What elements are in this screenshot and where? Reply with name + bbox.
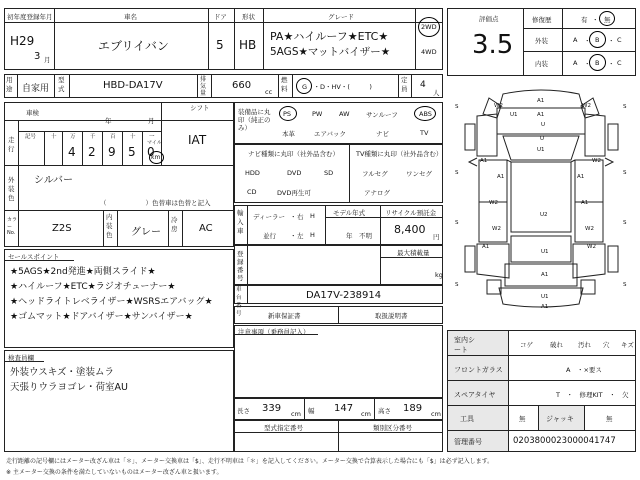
spare-tire-label: スペアタイヤ	[454, 391, 496, 399]
usage-label: 用途	[6, 76, 13, 93]
tools-value: 無	[519, 415, 526, 423]
month-unit: 月	[44, 56, 51, 64]
inspection-label: 車検	[26, 109, 39, 117]
windshield-label: フロントガラス	[454, 366, 503, 374]
digit-header-ten-man: 十	[51, 134, 57, 140]
damage-mark: U1	[541, 249, 549, 255]
length: 339	[262, 403, 282, 414]
damage-mark: A1	[577, 174, 585, 180]
repair-yes: 有	[581, 16, 588, 24]
equipment-leather: 本革	[282, 130, 295, 138]
damage-mark: U2	[540, 212, 548, 218]
exterior-color: シルバー	[34, 175, 74, 186]
type-no-label: 型式指定番号	[264, 424, 303, 432]
inspector-notes-label: 検査員欄	[8, 354, 34, 362]
exterior-grade-label: 外装	[535, 37, 548, 45]
import-dealer: ディーラー	[253, 213, 285, 221]
score-label: 評価点	[479, 15, 499, 23]
model-year-label: モデル年式	[333, 209, 366, 217]
inspection-month-unit: 月	[148, 117, 155, 125]
interior-grade-label: 内装	[535, 60, 548, 68]
body-label: 形状	[242, 13, 255, 21]
km-label: km	[151, 154, 161, 161]
jack-value: 無	[606, 415, 613, 423]
damage-mark: A1	[541, 272, 549, 278]
interior-grade-c: C	[617, 59, 622, 67]
exterior-color-label: 外装色	[8, 176, 15, 202]
displacement-label: 排気量	[200, 76, 207, 97]
tv-type-label: TV種類に丸印（社外品含む）	[356, 150, 443, 158]
notes-label: 注意事項（乗務員記入）	[238, 328, 310, 336]
equipment-ps: PS	[283, 110, 292, 118]
body-type: HB	[239, 38, 257, 52]
exterior-grade-b: B	[595, 36, 600, 44]
digit-header-hyaku: 百	[110, 134, 116, 140]
import-label: 輸入車	[237, 209, 244, 235]
damage-mark: U	[541, 122, 546, 128]
side-label: S	[455, 104, 459, 110]
tv-fullseg: フルセグ	[362, 170, 388, 178]
drive-4wd: 4WD	[421, 48, 437, 56]
spare-tire-value: T ・ 修理KIT ・ 欠	[556, 391, 629, 399]
doors: 5	[216, 38, 224, 52]
sales-point-line: ★ヘッドライトレベライザー★WSRSエアバッグ★	[10, 297, 213, 307]
width-cm: cm	[361, 410, 371, 418]
nav-dvd-play: DVD再生可	[277, 189, 311, 197]
ac: AC	[199, 223, 213, 234]
side-label: S	[623, 282, 627, 288]
mileage-digit: 0	[147, 145, 155, 159]
import-right: 右	[297, 213, 304, 221]
interior-color-label: 内装色	[106, 213, 113, 239]
damage-mark: A1	[541, 304, 549, 310]
side-label: S	[623, 104, 627, 110]
damage-mark: W2	[592, 158, 601, 164]
height-cm: cm	[431, 410, 441, 418]
width-label: 幅	[308, 407, 315, 415]
windshield-value: A ・×要ス	[566, 366, 602, 374]
height: 189	[403, 403, 423, 414]
max-load-label: 最大積載量	[397, 249, 430, 257]
recycle-yen: 円	[433, 233, 440, 241]
width: 147	[334, 403, 354, 414]
seat-item-yogore: 汚れ	[578, 341, 591, 349]
digit-header-sign: 記号	[25, 134, 37, 140]
interior-grade-b: B	[595, 59, 600, 67]
reg-month: 3	[34, 51, 41, 62]
sales-points-label: セールスポイント	[8, 253, 60, 261]
ac-label: 冷房	[171, 216, 178, 233]
exterior-grade-c: C	[617, 36, 622, 44]
car-name-label: 車名	[124, 13, 137, 21]
fuel-circle	[296, 78, 312, 94]
grade-label: グレード	[328, 13, 354, 21]
digit-header-man: 万	[70, 134, 76, 140]
damage-mark: U	[540, 136, 545, 142]
sales-point-line: ★ゴムマット★ドアバイザー★サンバイザー★	[10, 312, 193, 322]
usage: 自家用	[22, 84, 50, 94]
damage-mark: A1	[480, 158, 488, 164]
equipment-airbag: エアバック	[314, 130, 346, 138]
nav-cd: CD	[247, 188, 257, 196]
interior-color: グレー	[131, 227, 161, 238]
mileage-digit: 5	[128, 145, 136, 159]
side-label: S	[623, 220, 627, 226]
equipment-sunroof: サンルーフ	[366, 111, 398, 119]
warranty-label: 新車保証書	[268, 312, 301, 320]
color-no: Z2S	[52, 223, 72, 234]
damage-mark: U1	[510, 112, 518, 118]
equipment-label: 装備品に丸印（純正のみ）	[238, 108, 271, 132]
capacity-label: 定員	[401, 76, 408, 93]
nav-type-label: ナビ種類に丸印（社外品含む）	[248, 150, 339, 158]
manual-label: 取扱説明書	[375, 312, 408, 320]
nav-dvd: DVD	[287, 169, 302, 177]
damage-mark: A1	[537, 112, 545, 118]
damage-mark: A1	[482, 244, 490, 250]
mileage-digit: 4	[68, 145, 76, 159]
damage-mark: W2	[489, 200, 498, 206]
exterior-color-note: （ ）色替車は色替と記入	[100, 199, 211, 207]
jack-label: ジャッキ	[546, 415, 574, 423]
interior-grade-a: A	[573, 59, 578, 67]
tv-analog: アナログ	[364, 189, 390, 197]
door-label: ドア	[214, 13, 227, 21]
import-h1: H	[310, 212, 315, 220]
mgmt-no: 0203800023000041747	[513, 436, 616, 446]
equipment-navi: ナビ	[376, 130, 389, 138]
import-h2: H	[310, 231, 315, 239]
repair-no: 無	[604, 16, 611, 24]
tv-oneseg: ワンセグ	[406, 170, 432, 178]
class-no-label: 類別区分番号	[373, 424, 412, 432]
side-label: S	[455, 170, 459, 176]
model-year: 年 不明	[346, 232, 372, 240]
inspector-note-line: 天張りウラヨゴレ・荷室AU	[10, 382, 128, 393]
damage-mark: U1	[537, 147, 545, 153]
fuel-options: G ・D・HV・( )	[302, 83, 372, 91]
exterior-grade-a: A	[573, 36, 578, 44]
person-unit: 人	[433, 89, 440, 97]
chassis-no: DA17V-238914	[306, 290, 382, 301]
seat-item-kizu: キズ	[621, 341, 634, 349]
damage-mark: U1	[541, 294, 549, 300]
mileage-digit: 9	[108, 145, 116, 159]
height-label: 高さ	[378, 407, 391, 415]
drive-2wd: 2WD	[421, 23, 437, 31]
damage-mark: W2	[587, 244, 596, 250]
import-left: 左	[297, 232, 304, 240]
mileage-digit: 2	[88, 145, 96, 159]
reg-year: H29	[10, 34, 35, 48]
mgmt-no-label: 管理番号	[454, 438, 482, 446]
fuel-label: 燃料	[281, 76, 288, 93]
recycle-label: リサイクル預託金	[385, 209, 437, 217]
damage-mark: A1	[537, 98, 545, 104]
length-label: 長さ	[237, 407, 250, 415]
sales-point-line: ★5AGS★2nd発進★両側スライド★	[10, 267, 156, 277]
seat-item-koge: コゲ	[520, 341, 533, 349]
damage-mark: W2	[582, 103, 591, 109]
damage-mark: W2	[585, 226, 594, 232]
cc-unit: cc	[265, 88, 273, 96]
inspection-year-unit: 年	[105, 117, 112, 125]
damage-mark: W2	[494, 103, 503, 109]
digit-header-ichi: 一	[149, 134, 155, 140]
inspector-note-line: 外装ウスキズ・塗装ムラ	[10, 367, 115, 378]
capacity: 4	[420, 80, 426, 90]
chassis-label: 車台番号	[236, 287, 242, 317]
damage-mark: W2	[492, 226, 501, 232]
digit-header-sen: 千	[90, 134, 96, 140]
displacement: 660	[232, 80, 252, 91]
model: HBD-DA17V	[103, 80, 163, 91]
equipment-abs: ABS	[419, 110, 432, 118]
shift: IAT	[188, 133, 207, 147]
damage-mark: A1	[581, 200, 589, 206]
equipment-pw: PW	[312, 110, 323, 118]
equipment-aw: AW	[339, 110, 350, 118]
reg-no-label: 登録番号	[237, 250, 244, 282]
max-load-kg: kg	[435, 271, 443, 279]
grade-line2: 5AGS★マットバイザー★	[270, 46, 391, 58]
side-label: S	[623, 170, 627, 176]
nav-hdd: HDD	[245, 169, 260, 177]
score: 3.5	[472, 30, 514, 60]
tools-label: 工具	[460, 415, 474, 423]
import-parallel: 並行	[263, 232, 276, 240]
equipment-tv: TV	[420, 129, 429, 137]
car-name: エブリイバン	[98, 39, 169, 53]
car-diagram-svg	[447, 78, 636, 328]
footer-note-1: 走行距離の記号欄にはメーター改ざん車は「＊」、メーター交換車は「$」、走行不明車は「＊」を記入してください。メーター交換で合算表示した場合にも「$」は必ず記入します。	[6, 458, 494, 465]
reg-year-label: 初年度登録年月	[7, 13, 53, 21]
side-label: S	[455, 220, 459, 226]
side-label: S	[455, 282, 459, 288]
mileage-label: 走行	[8, 136, 15, 153]
interior-seat-label: 室内シート	[454, 336, 475, 354]
recycle-amount: 8,400	[394, 223, 426, 236]
footer-note-2: ※ 主メーター交換の条件を満たしていないものはメーター改ざん車と扱います。	[6, 469, 223, 476]
seat-item-ana: 穴	[603, 341, 610, 349]
damage-mark: A1	[497, 174, 505, 180]
sales-point-line: ★ハイルーフ★ETC★ラジオチューナー★	[10, 282, 176, 292]
length-cm: cm	[291, 410, 301, 418]
repair-label: 修復歴	[532, 16, 552, 24]
mile-label: マイル	[147, 140, 162, 146]
shift-label: シフト	[190, 104, 210, 112]
model-label: 型式	[58, 76, 65, 93]
grade-line1: PA★ハイルーフ★ETC★	[270, 30, 389, 43]
nav-sd: SD	[324, 169, 334, 177]
color-no-label: カラーNo.	[7, 217, 18, 236]
seat-item-yabure: 破れ	[550, 341, 563, 349]
digit-header-juu: 十	[130, 134, 136, 140]
